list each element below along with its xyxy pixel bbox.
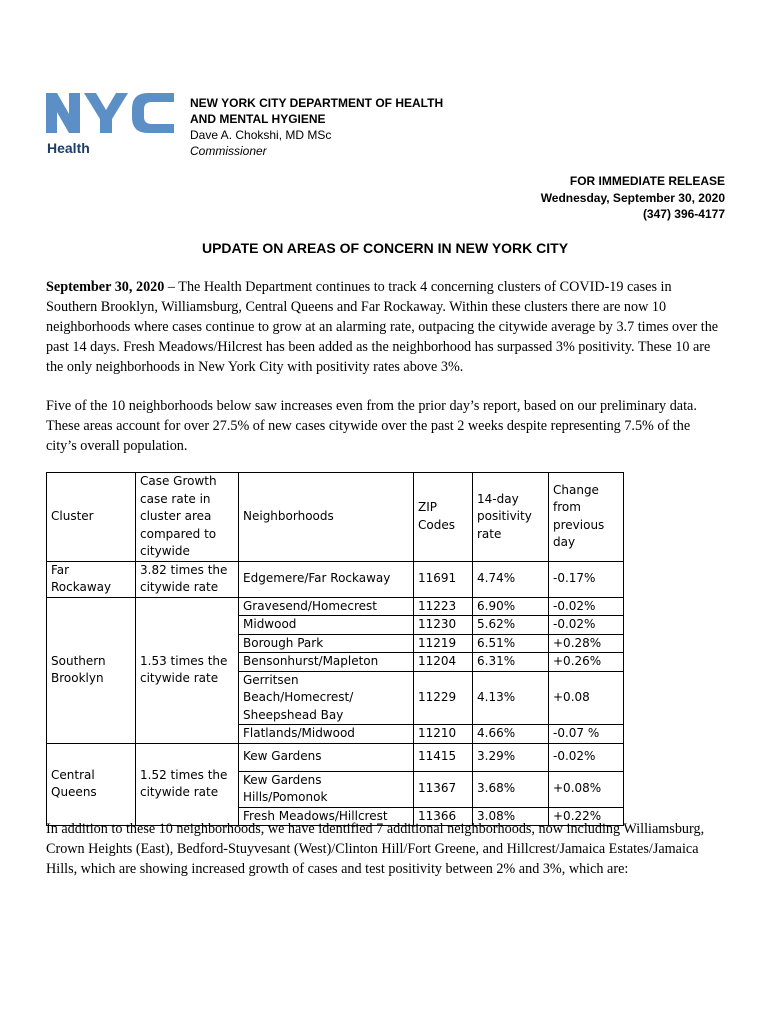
header-growth: Case Growth case rate in cluster area compared to citywide xyxy=(136,473,239,562)
commissioner-name: Dave A. Chokshi, MD MSc xyxy=(190,128,332,142)
positivity-cell: 5.62% xyxy=(473,616,549,635)
zip-cell: 11230 xyxy=(414,616,473,635)
change-cell: +0.26% xyxy=(549,653,624,672)
header-zip: ZIP Codes xyxy=(414,473,473,562)
neighborhood-cell: Flatlands/Midwood xyxy=(239,725,414,744)
cluster-growth: 3.82 times the citywide rate xyxy=(136,561,239,597)
change-cell: -0.02% xyxy=(549,616,624,635)
positivity-cell: 4.13% xyxy=(473,671,549,725)
intro-date-lead: September 30, 2020 xyxy=(46,279,165,295)
intro-body: – The Health Department continues to track 4 concerning clusters of COVID-19 cases in Southern Brooklyn, Williamsburg, Central Queens and Far Rockaway. Within these clusters there are now 10 neighborhoods where cases continue to grow at an alarming rate, outpacing the citywide average by 3.7 times over the past 14 days. Fresh Meadows/Hilcrest has been added as the neighborhood has surpassed 3% positivity. These 10 are the only neighborhoods in New York City with positivity rates above 3%. xyxy=(46,279,719,375)
cluster-growth: 1.53 times the citywide rate xyxy=(136,597,239,743)
positivity-cell: 3.29% xyxy=(473,743,549,771)
positivity-cell: 6.51% xyxy=(473,634,549,653)
nyc-health-logo xyxy=(46,93,178,155)
zip-cell: 11229 xyxy=(414,671,473,725)
header-cluster: Cluster xyxy=(47,473,136,562)
logo-health-text: Health xyxy=(47,140,90,155)
table-row xyxy=(47,743,624,771)
table-row xyxy=(47,597,624,616)
release-phone: (347) 396-4177 xyxy=(642,207,725,221)
positivity-cell: 6.31% xyxy=(473,653,549,672)
release-block xyxy=(541,173,725,223)
zip-cell: 11219 xyxy=(414,634,473,653)
zip-cell: 11223 xyxy=(414,597,473,616)
table-header-row xyxy=(47,473,624,562)
department-name-line2: AND MENTAL HYGIENE xyxy=(190,112,326,126)
release-date: Wednesday, September 30, 2020 xyxy=(540,190,725,205)
zip-cell: 11210 xyxy=(414,725,473,744)
positivity-cell: 3.08% xyxy=(473,807,549,826)
zip-cell: 11415 xyxy=(414,743,473,771)
zip-cell: 11204 xyxy=(414,653,473,672)
neighborhood-cell: Kew Gardens xyxy=(239,743,414,771)
neighborhood-cell: Gerritsen Beach/Homecrest/ Sheepshead Bay xyxy=(239,671,414,725)
commissioner-title: Commissioner xyxy=(190,144,267,158)
neighborhood-cell: Bensonhurst/Mapleton xyxy=(239,653,414,672)
neighborhood-cell: Midwood xyxy=(239,616,414,635)
cluster-growth: 1.52 times the citywide rate xyxy=(136,743,239,826)
release-label: FOR IMMEDIATE RELEASE xyxy=(569,174,725,188)
cluster-name: Southern Brooklyn xyxy=(47,597,136,743)
zip-cell: 11366 xyxy=(414,807,473,826)
change-cell: -0.02% xyxy=(549,743,624,771)
neighborhood-cell: Fresh Meadows/Hillcrest xyxy=(239,807,414,826)
change-cell: +0.08% xyxy=(549,771,624,807)
department-block xyxy=(190,95,443,159)
zip-cell: 11367 xyxy=(414,771,473,807)
change-cell: +0.22% xyxy=(549,807,624,826)
change-cell: -0.17% xyxy=(549,561,624,597)
positivity-cell: 4.74% xyxy=(473,561,549,597)
positivity-cell: 6.90% xyxy=(473,597,549,616)
neighborhood-cell: Gravesend/Homecrest xyxy=(239,597,414,616)
clusters-table xyxy=(46,472,624,826)
neighborhood-cell: Borough Park xyxy=(239,634,414,653)
header-change: Change from previous day xyxy=(549,473,624,562)
header-positivity: 14-day positivity rate xyxy=(473,473,549,562)
zip-cell: 11691 xyxy=(414,561,473,597)
intro-paragraph xyxy=(46,277,722,377)
additional-neighborhoods-paragraph: In addition to these 10 neighborhoods, we have identified 7 additional neighborhoods, now including Williamsburg, Crown Heights (East), Bedford-Stuyvesant (West)/Clinton Hill/Fort Greene, and Hillcrest/Jamaica Estates/Jamaica Hills, which are showing increased growth of cases and test positivity between 2% and 3%, which are: xyxy=(46,821,705,877)
table-row xyxy=(47,561,624,597)
change-cell: -0.07 % xyxy=(549,725,624,744)
cluster-name: Central Queens xyxy=(47,743,136,826)
department-name-line1: NEW YORK CITY DEPARTMENT OF HEALTH xyxy=(190,96,444,110)
change-cell: +0.28% xyxy=(549,634,624,653)
summary-paragraph: Five of the 10 neighborhoods below saw increases even from the prior day’s report, based on our preliminary data. These areas account for over 27.5% of new cases citywide over the past 2 weeks despite representing 7.5% of the city’s overall population. xyxy=(46,398,697,454)
cluster-name: Far Rockaway xyxy=(47,561,136,597)
positivity-cell: 3.68% xyxy=(473,771,549,807)
positivity-cell: 4.66% xyxy=(473,725,549,744)
neighborhood-cell: Edgemere/Far Rockaway xyxy=(239,561,414,597)
neighborhood-cell: Kew Gardens Hills/Pomonok xyxy=(239,771,414,807)
change-cell: +0.08 xyxy=(549,671,624,725)
document-title: UPDATE ON AREAS OF CONCERN IN NEW YORK CITY xyxy=(201,240,569,256)
header-neighborhoods: Neighborhoods xyxy=(239,473,414,562)
change-cell: -0.02% xyxy=(549,597,624,616)
